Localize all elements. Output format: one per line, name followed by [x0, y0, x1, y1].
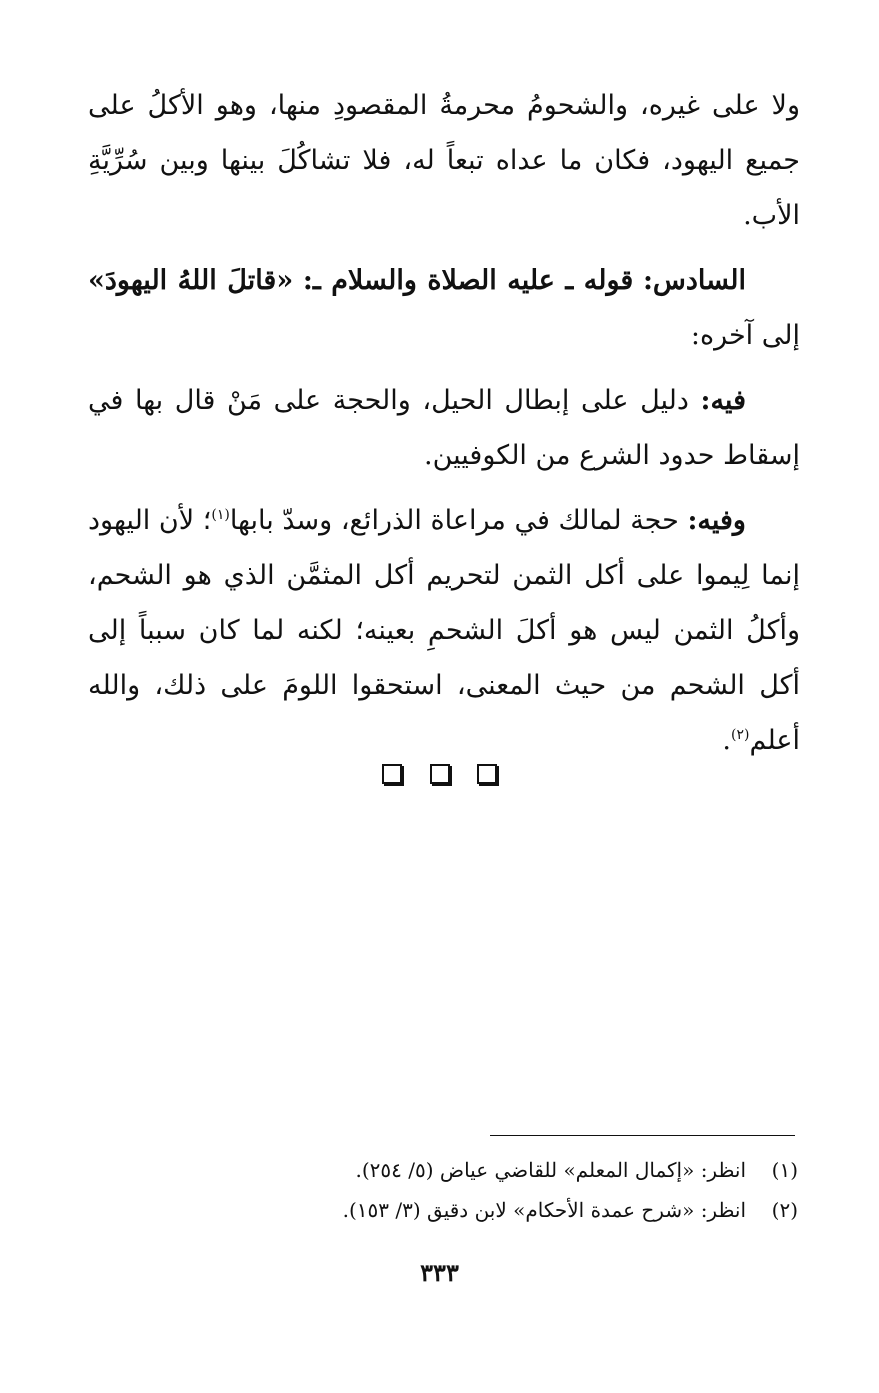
paragraph-1	[88, 78, 800, 243]
paragraph-2	[88, 253, 800, 363]
paragraph-4-end: .	[722, 725, 731, 756]
separator-square-icon	[382, 764, 402, 784]
footnote-2	[200, 1190, 798, 1230]
separator-square-icon	[430, 764, 450, 784]
separator-square-icon	[477, 764, 497, 784]
paragraph-2-mid: قوله ـ عليه الصلاة والسلام ـ:	[302, 265, 634, 296]
paragraph-4	[88, 493, 800, 768]
footnote-1	[200, 1150, 798, 1190]
paragraph-3-text: دليل على إبطال الحيل، والحجة على مَنْ قال بها في إسقاط حدود الشرع من الكوفيين.	[88, 385, 800, 471]
paragraph-4-text-a: حجة لمالك في مراعاة الذرائع، وسدّ بابها	[229, 505, 679, 536]
paragraph-2-tail: إلى آخره:	[690, 320, 800, 351]
footnote-1-text: انظر: «إكمال المعلم» للقاضي عياض (٥/ ٢٥٤).	[355, 1158, 746, 1182]
paragraph-4-text-b: ؛ لأن اليهود إنما لِيموا على أكل الثمن لتحريم أكل المثمَّن الذي هو الشحم، وأكلُ الثمن ليس هو أكلَ الشحمِ بعينه؛ لكنه لما كان سبباً إلى أكل الشحم من حيث المعنى، استحقوا اللومَ على ذلك، والله أعلم	[88, 505, 800, 756]
main-text	[88, 78, 800, 778]
paragraph-3-lead: فيه:	[700, 385, 746, 416]
paragraph-3	[88, 373, 800, 483]
footnote-2-text: انظر: «شرح عمدة الأحكام» لابن دقيق (٣/ ١٥٣).	[342, 1198, 746, 1222]
paragraph-4-lead: وفيه:	[687, 505, 746, 536]
paragraph-2-lead: السادس:	[642, 265, 746, 296]
footnote-1-number: (١)	[771, 1158, 798, 1182]
paragraph-2-quote: «قاتلَ اللهُ اليهودَ»	[88, 265, 294, 296]
footnotes	[200, 1150, 798, 1230]
footnote-ref-1[interactable]: (١)	[211, 507, 230, 523]
paragraph-1-text: ولا على غيره، والشحومُ محرمةُ المقصودِ منها، وهو الأكلُ على جميع اليهود، فكان ما عداه تبعاً له، فلا تشاكُلَ بينها وبين سُرِّيَّةِ الأب.	[88, 90, 800, 231]
page-number: ٣٣٣	[420, 1258, 459, 1287]
footnote-ref-2[interactable]: (٢)	[731, 727, 750, 743]
section-separator	[0, 764, 879, 788]
footnote-divider	[490, 1135, 795, 1136]
footnote-2-number: (٢)	[771, 1198, 798, 1222]
